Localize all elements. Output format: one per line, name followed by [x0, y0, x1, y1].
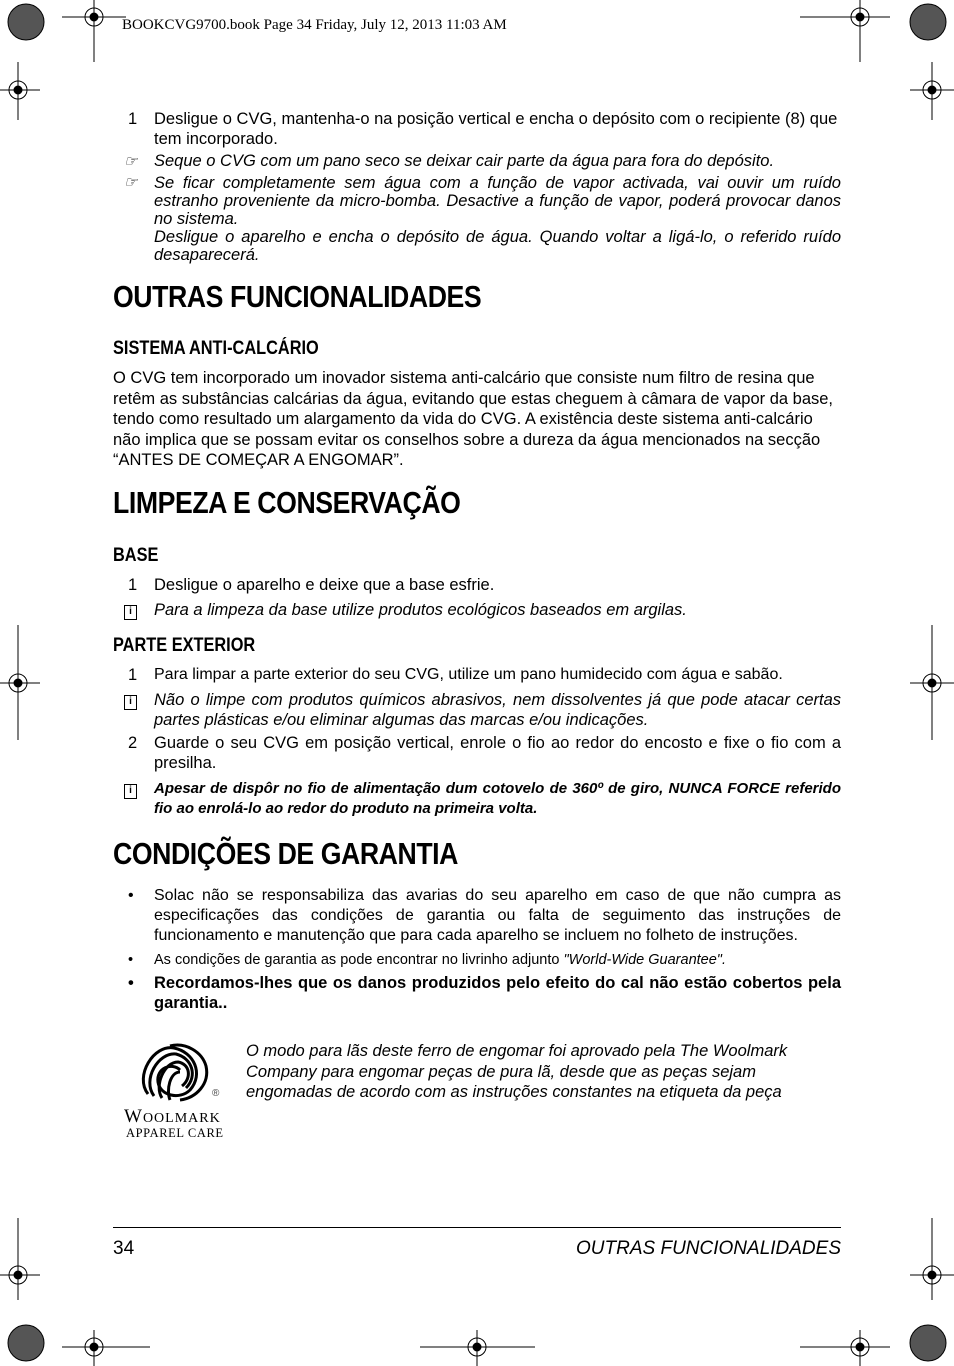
note-no-water	[114, 174, 841, 264]
subsection-title-base: BASE	[113, 545, 159, 566]
note-dry-spill	[114, 152, 841, 170]
exterior-step-2	[114, 733, 841, 773]
info-icon: i	[124, 784, 137, 799]
step-number: 2	[128, 734, 138, 752]
guarantee-booklet-name: "World-Wide Guarantee".	[563, 952, 726, 968]
pointing-hand-icon: ☞	[124, 174, 138, 191]
warranty-item-2	[114, 950, 841, 970]
logo-subtitle: APPAREL CARE	[126, 1126, 224, 1140]
section-title-outras: OUTRAS FUNCIONALIDADES	[113, 279, 482, 314]
section-title-garantia: CONDIÇÕES DE GARANTIA	[113, 836, 458, 871]
page-number: 34	[113, 1238, 135, 1259]
info-icon: i	[124, 605, 137, 620]
step-text: Desligue o aparelho e deixe que a base esfrie.	[154, 576, 495, 594]
woolmark-logo	[124, 1036, 236, 1142]
info-icon: i	[124, 695, 137, 710]
warranty-text: As condições de garantia as pode encontrar no livrinho adjunto	[154, 952, 564, 968]
exterior-info-2	[114, 779, 841, 819]
footer-section-title: OUTRAS FUNCIONALIDADES	[576, 1238, 841, 1259]
subsection-title-exterior: PARTE EXTERIOR	[113, 635, 256, 656]
note-text: Se ficar completamente sem água com a função de vapor activada, vai ouvir um ruído estranho proveniente da micro-bomba. Desactive a função de vapor, poderá provocar danos no sistema.	[154, 174, 841, 228]
note-text-continued: Desligue o aparelho e encha o depósito de água. Quando voltar a ligá-lo, o referido ruído desaparecerá.	[154, 228, 841, 264]
warranty-item-3	[114, 973, 841, 1013]
bullet: •	[128, 952, 134, 968]
info-text: Para a limpeza da base utilize produtos ecológicos baseados em argilas.	[154, 601, 687, 619]
base-info-note	[114, 600, 841, 620]
bullet: •	[128, 974, 134, 992]
step-text: Desligue o CVG, mantenha-o na posição vertical e encha o depósito com o recipiente (8) que tem incorporado.	[154, 110, 838, 148]
info-text: Apesar de dispôr no fio de alimentação dum cotovelo de 360º de giro, NUNCA FORCE referido fio ao enrolá-lo ao redor do produto na primeira volta.	[154, 780, 841, 817]
anticalcario-paragraph: O CVG tem incorporado um inovador sistema anti-calcário que consiste num filtro de resina que retêm as substâncias calcárias da água, evitando que estas cheguem à câmara de vapor da base, tendo como resultado um alargamento da vida do CVG. A existência deste sistema anti-calcário não implica que se possam evitar os conselhos sobre a dureza da água mencionados na secção “ANTES DE COMEÇAR A ENGOMAR”.	[113, 369, 834, 469]
print-header: BOOKCVG9700.book Page 34 Friday, July 12, 2013 11:03 AM	[122, 17, 507, 33]
warranty-item-1	[114, 886, 841, 946]
exterior-step-1	[114, 665, 841, 685]
footer-divider	[113, 1227, 841, 1228]
step-number: 1	[128, 666, 138, 684]
step-text: Para limpar a parte exterior do seu CVG, utilize um pano humidecido com água e sabão.	[154, 666, 783, 683]
step-refill	[114, 109, 841, 149]
subsection-title-anticalcario: SISTEMA ANTI-CALCÁRIO	[113, 338, 319, 359]
registered-mark: ®	[212, 1088, 220, 1099]
step-text: Guarde o seu CVG em posição vertical, enrole o fio ao redor do encosto e fixe o fio com a presilha.	[154, 734, 841, 772]
logo-initial: W	[124, 1106, 143, 1127]
base-step	[114, 575, 841, 595]
bullet: •	[128, 887, 134, 904]
logo-word: OOLMARK	[142, 1111, 221, 1126]
step-number: 1	[128, 576, 138, 594]
pointing-hand-icon: ☞	[124, 153, 138, 170]
section-title-limpeza: LIMPEZA E CONSERVAÇÃO	[113, 485, 461, 520]
warranty-text: Recordamos-lhes que os danos produzidos pelo efeito do cal não estão cobertos pela garantia..	[154, 974, 841, 1012]
warranty-text: Solac não se responsabiliza das avarias do seu aparelho em caso de que não cumpra as especificações das condições de garantia ou falta de seguimento das instruções de funcionamento e manutenção que para cada aparelho se incluem no folheto de instruções.	[154, 887, 841, 944]
info-text: Não o limpe com produtos químicos abrasivos, nem dissolventes já que pode atacar certas partes plásticas e/ou eliminar algumas das marcas e/ou indicações.	[154, 691, 841, 729]
note-text: Seque o CVG com um pano seco se deixar cair parte da água para fora do depósito.	[154, 152, 775, 170]
step-number: 1	[128, 110, 138, 128]
woolmark-approval-text: O modo para lãs deste ferro de engomar foi aprovado pela The Woolmark Company para engomar peças de pura lã, desde que as peças sejam engomadas de acordo com as instruções constantes na etiqueta da peça	[246, 1042, 788, 1101]
exterior-info-1	[114, 690, 841, 730]
